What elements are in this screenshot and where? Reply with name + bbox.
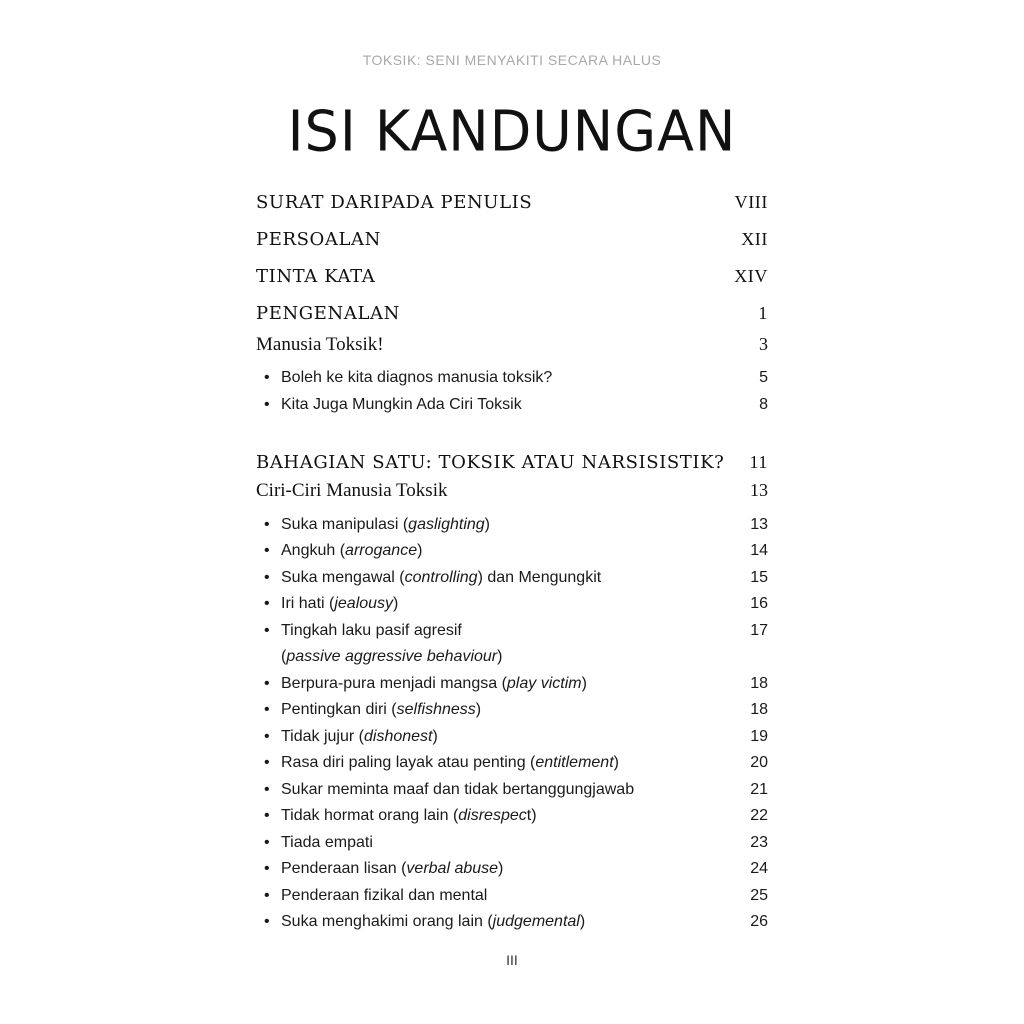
toc-page-number: 24	[750, 860, 768, 877]
toc-item-row[interactable]	[256, 396, 768, 414]
toc-item-label: • Berpura-pura menjadi mangsa (play victim)	[264, 675, 587, 692]
bullet-icon: •	[264, 887, 270, 904]
toc-item-row[interactable]	[256, 834, 768, 852]
toc-item-row[interactable]	[256, 701, 768, 719]
toc-page-number: 5	[759, 369, 768, 386]
toc-item-row[interactable]	[256, 569, 768, 587]
page-title: ISI KANDUNGAN	[287, 98, 737, 165]
toc-chapter-row[interactable]	[256, 480, 768, 502]
toc-section-label: BAHAGIAN SATU: TOKSIK ATAU NARSISISTIK?	[256, 452, 725, 473]
toc-item-label: • Rasa diri paling layak atau penting (entitlement)	[264, 754, 619, 771]
toc-item-label: • Pentingkan diri (selfishness)	[264, 701, 482, 718]
toc-item-continuation: (passive aggressive behaviour)	[281, 648, 503, 665]
toc-page-number: 25	[750, 887, 768, 904]
toc-item-row[interactable]	[256, 860, 768, 878]
bullet-icon: •	[264, 569, 270, 586]
bullet-icon: •	[264, 754, 270, 771]
page-folio: III	[506, 952, 518, 968]
toc-item-row[interactable]	[256, 369, 768, 387]
bullet-icon: •	[264, 542, 270, 559]
toc-item-row[interactable]	[256, 807, 768, 825]
toc-item-label: • Tidak hormat orang lain (disrespect)	[264, 807, 537, 824]
toc-item-label: • Suka mengawal (controlling) dan Mengungkit	[264, 569, 602, 586]
bullet-icon: •	[264, 622, 270, 639]
bullet-icon: •	[264, 595, 270, 612]
toc-chapter-label: Ciri-Ciri Manusia Toksik	[256, 480, 448, 501]
bullet-icon: •	[264, 834, 270, 851]
toc-page-number: 3	[759, 334, 768, 354]
toc-page-number: 13	[750, 480, 768, 500]
toc-page-number: XIV	[734, 266, 768, 286]
running-head: TOKSIK: SENI MENYAKITI SECARA HALUS	[362, 52, 662, 68]
toc-section-label: TINTA KATA	[256, 266, 376, 287]
toc-item-row[interactable]	[256, 913, 768, 931]
toc-chapter-label: Manusia Toksik!	[256, 334, 384, 355]
toc-item-row[interactable]	[256, 675, 768, 693]
toc-page-number: 21	[750, 781, 768, 798]
toc-page-number: 18	[750, 675, 768, 692]
toc-page-number: 26	[750, 913, 768, 930]
toc-item-label: • Iri hati (jealousy)	[264, 595, 399, 612]
toc-item-label: • Boleh ke kita diagnos manusia toksik?	[264, 369, 553, 386]
toc-section-label: PERSOALAN	[256, 229, 381, 250]
toc-page-number: 13	[750, 516, 768, 533]
bullet-icon: •	[264, 807, 270, 824]
toc-page-number: 1	[758, 303, 768, 323]
toc-page-number: 8	[759, 396, 768, 413]
toc-item-row[interactable]	[256, 754, 768, 772]
toc-item-label: • Penderaan fizikal dan mental	[264, 887, 488, 904]
toc-section-row[interactable]	[256, 266, 768, 287]
toc-page-number: 18	[750, 701, 768, 718]
toc-page-number: VIII	[734, 192, 768, 212]
toc-page-number: 14	[750, 542, 768, 559]
bullet-icon: •	[264, 701, 270, 718]
toc-section-row[interactable]	[256, 192, 768, 213]
toc-section-row[interactable]	[256, 303, 768, 324]
toc-page-number: 11	[749, 452, 768, 472]
bullet-icon: •	[264, 913, 270, 930]
toc-page-number: 23	[750, 834, 768, 851]
toc-item-row[interactable]	[256, 595, 768, 613]
toc-item-label: • Tiada empati	[264, 834, 373, 851]
bullet-icon: •	[264, 516, 270, 533]
bullet-icon: •	[264, 728, 270, 745]
bullet-icon: •	[264, 781, 270, 798]
toc-item-label: • Tidak jujur (dishonest)	[264, 728, 438, 745]
toc-section-label: SURAT DARIPADA PENULIS	[256, 192, 533, 213]
toc-item-row[interactable]	[256, 781, 768, 799]
toc-item-row[interactable]	[256, 542, 768, 560]
toc-page-number: 22	[750, 807, 768, 824]
toc-chapter-row[interactable]	[256, 334, 768, 356]
toc-page-number: 19	[750, 728, 768, 745]
toc-page-number: 20	[750, 754, 768, 771]
bullet-icon: •	[264, 396, 270, 413]
toc-item-label: • Angkuh (arrogance)	[264, 542, 423, 559]
toc-item-label: • Suka manipulasi (gaslighting)	[264, 516, 490, 533]
toc-section-label: PENGENALAN	[256, 303, 400, 324]
toc-item-label: • Suka menghakimi orang lain (judgemental)	[264, 913, 586, 930]
toc-item-row[interactable]	[256, 516, 768, 534]
toc-page-number: 17	[750, 622, 768, 639]
toc-page-number: 15	[750, 569, 768, 586]
bullet-icon: •	[264, 675, 270, 692]
toc-item-row[interactable]	[256, 887, 768, 905]
toc-item-label: • Tingkah laku pasif agresif	[264, 622, 462, 639]
toc-item-row[interactable]	[256, 728, 768, 746]
bullet-icon: •	[264, 860, 270, 877]
toc-section-row[interactable]	[256, 229, 768, 250]
toc-item-label: • Kita Juga Mungkin Ada Ciri Toksik	[264, 396, 522, 413]
toc-item-row[interactable]	[256, 622, 768, 640]
toc-page-number: XII	[741, 229, 768, 249]
toc-page-number: 16	[750, 595, 768, 612]
toc-item-label: • Sukar meminta maaf dan tidak bertanggungjawab	[264, 781, 635, 798]
toc-section-row[interactable]	[256, 452, 768, 473]
toc-item-label: • Penderaan lisan (verbal abuse)	[264, 860, 504, 877]
bullet-icon: •	[264, 369, 270, 386]
